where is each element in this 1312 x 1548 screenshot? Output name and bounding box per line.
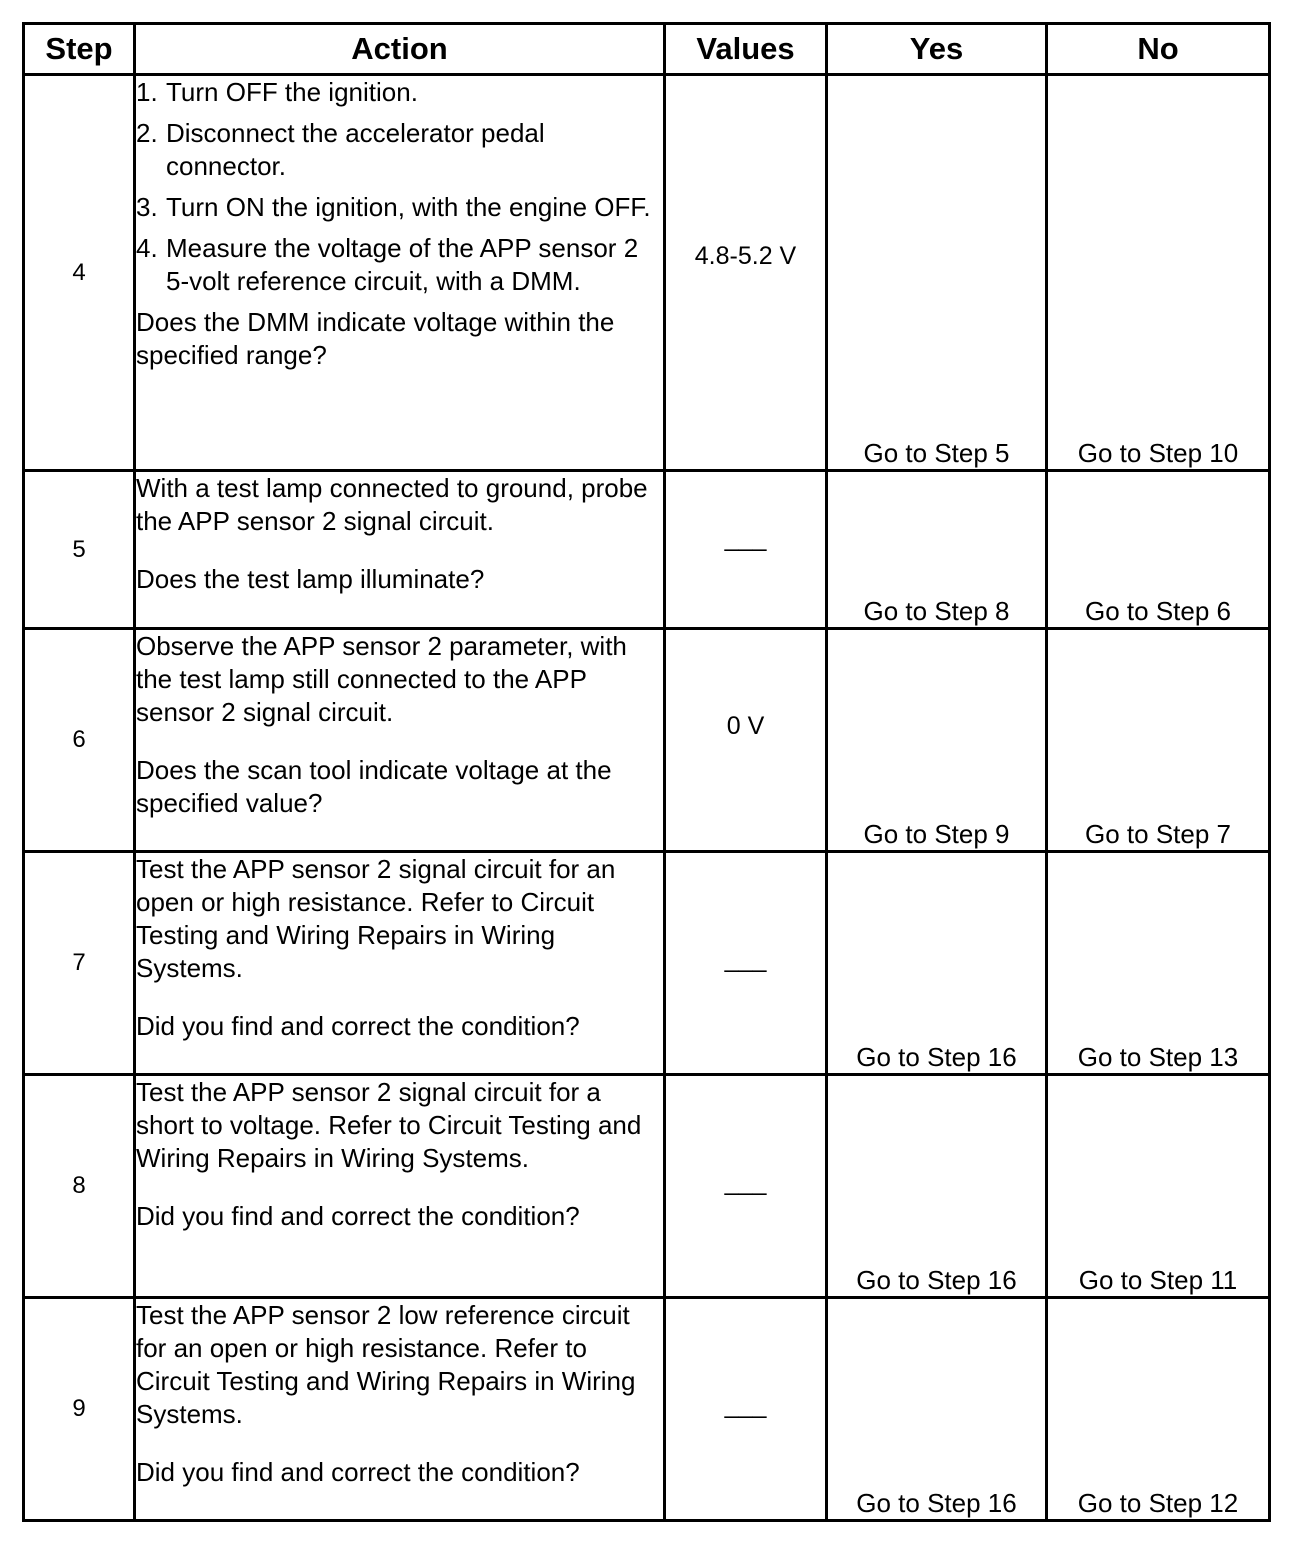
value-text: ___ [724, 1168, 767, 1196]
step-number: 7 [24, 852, 135, 1075]
value-text: ___ [724, 1391, 767, 1419]
value-text: ___ [724, 524, 767, 552]
header-action: Action [135, 24, 665, 75]
action-question: Did you find and correct the condition? [136, 1457, 580, 1487]
yes-cell: Go to Step 8 [827, 471, 1047, 629]
header-values: Values [665, 24, 827, 75]
yes-cell: Go to Step 16 [827, 852, 1047, 1075]
value-cell [665, 1298, 827, 1521]
action-steps-list [136, 76, 663, 298]
no-cell: Go to Step 7 [1047, 629, 1270, 852]
step-number: 9 [24, 1298, 135, 1521]
no-cell: Go to Step 12 [1047, 1298, 1270, 1521]
list-item [136, 232, 663, 298]
diagnostic-table [22, 22, 1271, 1522]
step-number: 6 [24, 629, 135, 852]
step-number: 5 [24, 471, 135, 629]
table-row [24, 1075, 1270, 1298]
list-number: 4. [136, 233, 158, 263]
list-number: 1. [136, 77, 158, 107]
action-cell [135, 1298, 665, 1521]
action-cell [135, 75, 665, 471]
action-cell [135, 1075, 665, 1298]
yes-cell: Go to Step 5 [827, 75, 1047, 471]
yes-cell: Go to Step 16 [827, 1075, 1047, 1298]
value-text: 4.8-5.2 V [694, 242, 797, 270]
action-instruction: Test the APP sensor 2 signal circuit for an open or high resistance. Refer to Circuit Testing and Wiring Repairs in Wiring Systems. [136, 854, 616, 983]
header-step: Step [24, 24, 135, 75]
list-text: Disconnect the accelerator pedal connector. [166, 118, 545, 181]
list-text: Turn ON the ignition, with the engine OFF. [166, 192, 651, 222]
value-text: ___ [724, 945, 767, 973]
list-number: 3. [136, 192, 158, 222]
action-question: Does the test lamp illuminate? [136, 564, 485, 594]
action-instruction: Test the APP sensor 2 low reference circuit for an open or high resistance. Refer to Circuit Testing and Wiring Repairs in Wiring Systems. [136, 1300, 636, 1429]
table-row [24, 75, 1270, 471]
header-no: No [1047, 24, 1270, 75]
table-row [24, 471, 1270, 629]
list-number: 2. [136, 118, 158, 148]
action-instruction: Test the APP sensor 2 signal circuit for a short to voltage. Refer to Circuit Testing and Wiring Repairs in Wiring Systems. [136, 1077, 642, 1173]
table-row [24, 629, 1270, 852]
action-question: Does the scan tool indicate voltage at the specified value? [136, 755, 612, 818]
action-question: Did you find and correct the condition? [136, 1201, 580, 1231]
no-cell: Go to Step 10 [1047, 75, 1270, 471]
value-cell [665, 75, 827, 471]
value-cell [665, 852, 827, 1075]
yes-cell: Go to Step 16 [827, 1298, 1047, 1521]
list-item [136, 117, 663, 183]
list-item [136, 76, 663, 109]
no-cell: Go to Step 11 [1047, 1075, 1270, 1298]
table-row [24, 1298, 1270, 1521]
action-cell [135, 471, 665, 629]
no-cell: Go to Step 6 [1047, 471, 1270, 629]
yes-cell: Go to Step 9 [827, 629, 1047, 852]
header-yes: Yes [827, 24, 1047, 75]
action-instruction: With a test lamp connected to ground, probe the APP sensor 2 signal circuit. [136, 473, 648, 536]
action-cell [135, 852, 665, 1075]
list-item [136, 191, 663, 224]
step-number: 8 [24, 1075, 135, 1298]
action-question: Does the DMM indicate voltage within the specified range? [136, 307, 615, 370]
list-text: Measure the voltage of the APP sensor 2 5-volt reference circuit, with a DMM. [166, 233, 639, 296]
value-cell [665, 1075, 827, 1298]
header-row [24, 24, 1270, 75]
action-cell [135, 629, 665, 852]
value-cell [665, 471, 827, 629]
value-text: 0 V [726, 712, 765, 740]
no-cell: Go to Step 13 [1047, 852, 1270, 1075]
list-text: Turn OFF the ignition. [166, 77, 418, 107]
action-instruction: Observe the APP sensor 2 parameter, with the test lamp still connected to the APP sensor 2 signal circuit. [136, 631, 627, 727]
value-cell [665, 629, 827, 852]
step-number: 4 [24, 75, 135, 471]
table-row [24, 852, 1270, 1075]
action-question: Did you find and correct the condition? [136, 1011, 580, 1041]
